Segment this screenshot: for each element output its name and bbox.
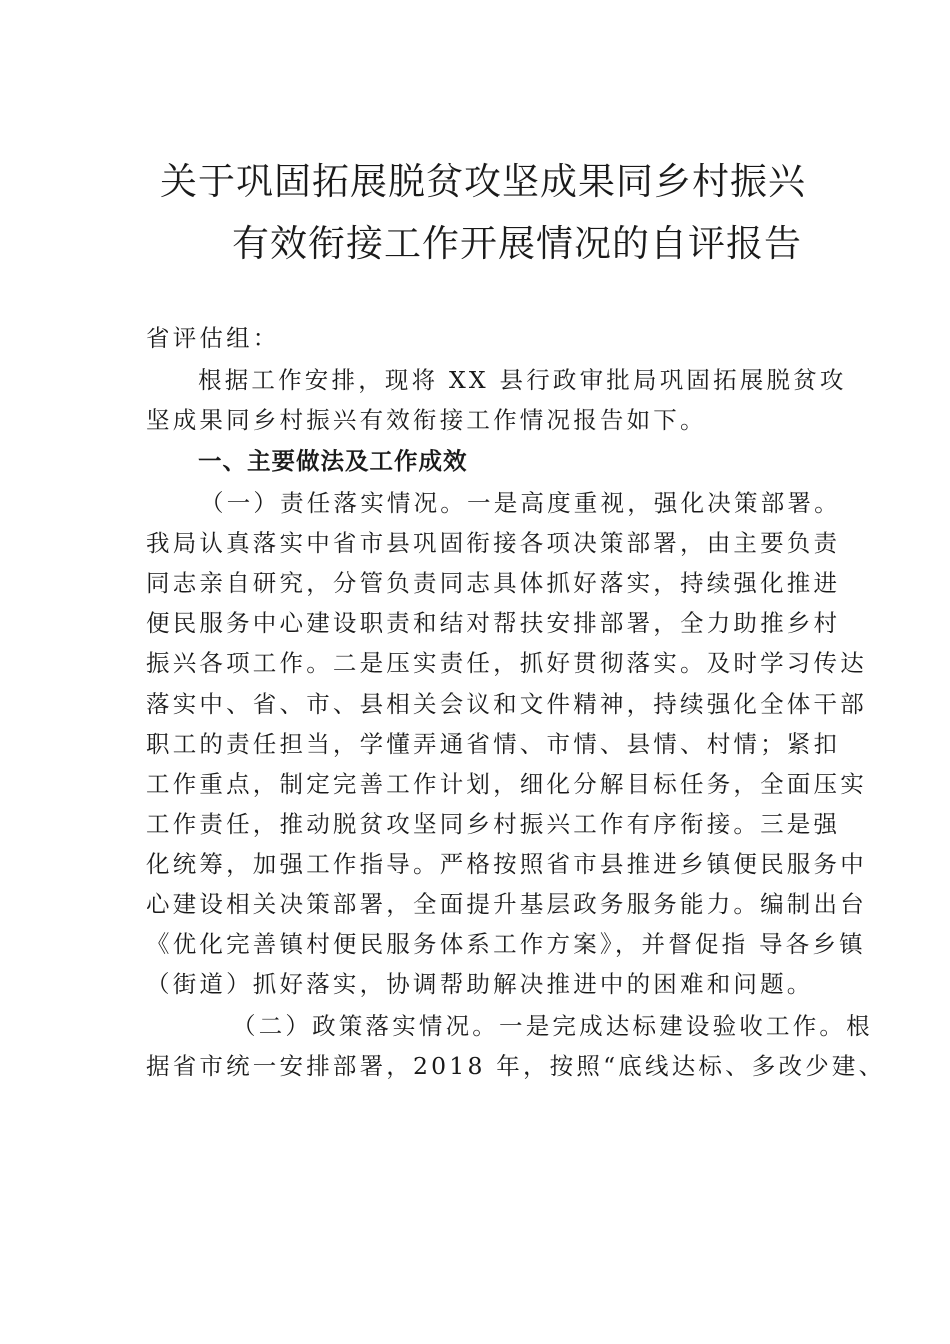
paragraph-line: 职工的责任担当，学懂弄通省情、市情、县情、村情；紧扣: [146, 730, 841, 758]
paragraph-line: 据省市统一安排部署，2018 年，按照“底线达标、多改少建、: [146, 1052, 886, 1080]
intro-line: 坚成果同乡村振兴有效衔接工作情况报告如下。: [146, 406, 707, 434]
paragraph-line: 工作重点，制定完善工作计划，细化分解目标任务，全面压实: [146, 770, 867, 798]
document-title-line-2: 有效衔接工作开展情况的自评报告: [232, 222, 802, 265]
paragraph-line: 便民服务中心建设职责和结对帮扶安排部署，全力助推乡村: [146, 609, 841, 637]
paragraph-line: 《优化完善镇村便民服务体系工作方案》，并督促指 导各乡镇: [146, 930, 866, 958]
paragraph-line: （街道）抓好落实，协调帮助解决推进中的困难和问题。: [146, 970, 814, 998]
paragraph-line: 振兴各项工作。二是压实责任，抓好贯彻落实。及时学习传达: [146, 649, 867, 677]
paragraph-line: （二）政策落实情况。一是完成达标建设验收工作。根: [232, 1012, 873, 1040]
paragraph-line: 化统筹，加强工作指导。严格按照省市县推进乡镇便民服务中: [146, 850, 867, 878]
paragraph-line: 落实中、省、市、县相关会议和文件精神，持续强化全体干部: [146, 690, 867, 718]
document-title-line-1: 关于巩固拓展脱贫攻坚成果同乡村振兴: [160, 160, 806, 203]
paragraph-line: （一）责任落实情况。一是高度重视，强化决策部署。: [200, 489, 841, 517]
section-heading: 一、主要做法及工作成效: [198, 447, 468, 475]
salutation: 省评估组：: [146, 324, 280, 352]
paragraph-line: 工作责任，推动脱贫攻坚同乡村振兴工作有序衔接。三是强: [146, 810, 841, 838]
paragraph-line: 我局认真落实中省市县巩固衔接各项决策部署，由主要负责: [146, 529, 841, 557]
intro-line: 根据工作安排，现将 XX 县行政审批局巩固拓展脱贫攻: [198, 366, 847, 394]
paragraph-line: 心建设相关决策部署，全面提升基层政务服务能力。编制出台: [146, 890, 867, 918]
paragraph-line: 同志亲自研究，分管负责同志具体抓好落实，持续强化推进: [146, 569, 841, 597]
